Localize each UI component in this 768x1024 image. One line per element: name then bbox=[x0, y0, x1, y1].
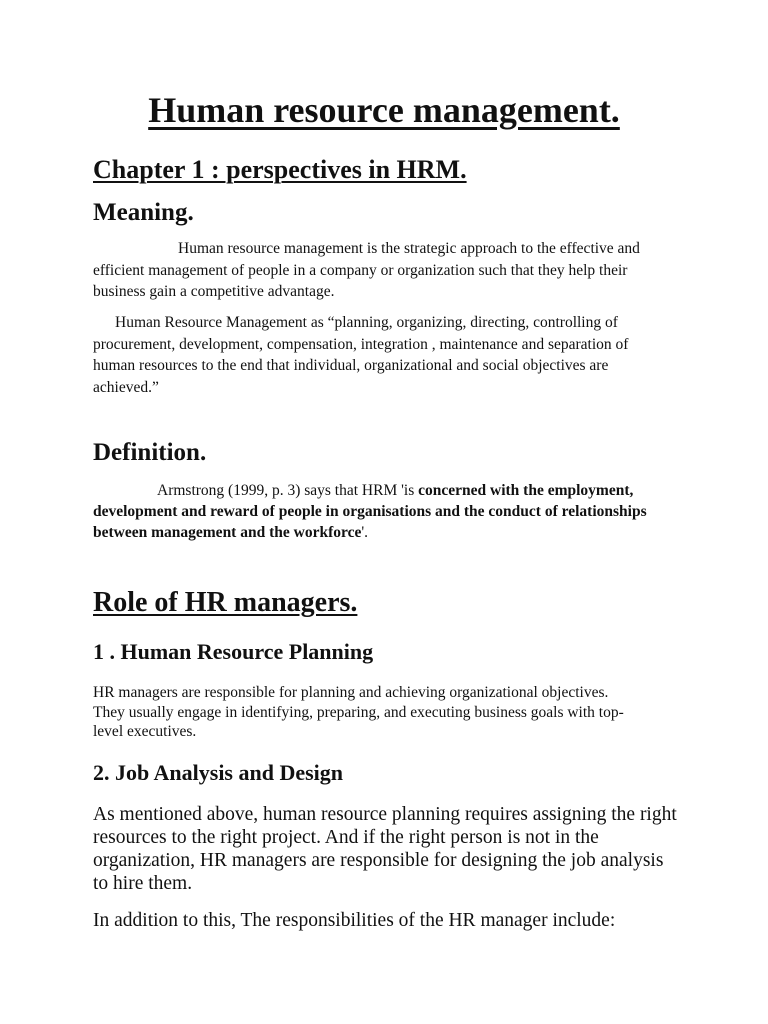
role-item-2-heading: 2. Job Analysis and Design bbox=[93, 760, 344, 785]
meaning-paragraph-1: Human resource management is the strategic approach to the effective and efficient management of people in a company or organization such that they help their business gain a competitive advantage. bbox=[93, 240, 640, 300]
role-heading: Role of HR managers. bbox=[93, 587, 358, 618]
role-item-2-paragraph-1: As mentioned above, human resource planning requires assigning the right resources to the right project. And if the right person is not in the organization, HR managers are responsible for designing the job analysis to hire them. bbox=[93, 804, 677, 894]
definition-tail-text: '. bbox=[361, 524, 369, 541]
meaning-heading: Meaning. bbox=[93, 199, 194, 226]
role-item-2-paragraph-2: In addition to this, The responsibilities of the HR manager include: bbox=[93, 910, 616, 931]
meaning-paragraph-2: Human Resource Management as “planning, organizing, directing, controlling of procurement, development, compensation, integration , maintenance and separation of human resources to the end that individual, organizational and social objectives are achieved.” bbox=[93, 314, 629, 396]
definition-paragraph bbox=[93, 480, 668, 543]
definition-lead-text: Armstrong (1999, p. 3) says that HRM 'is bbox=[157, 482, 419, 499]
definition-heading: Definition. bbox=[93, 439, 207, 466]
role-item-1-heading: 1 . Human Resource Planning bbox=[93, 639, 374, 664]
document-title: Human resource management. bbox=[148, 90, 620, 130]
definition-bold-text: concerned with the employment, development and reward of people in organisations and the conduct of relationships between management and the workforce bbox=[93, 482, 647, 541]
chapter-heading: Chapter 1 : perspectives in HRM. bbox=[93, 155, 467, 184]
role-item-1-paragraph: HR managers are responsible for planning and achieving organizational objectives. They usually engage in identifying, preparing, and executing business goals with top-level executives. bbox=[93, 684, 624, 740]
